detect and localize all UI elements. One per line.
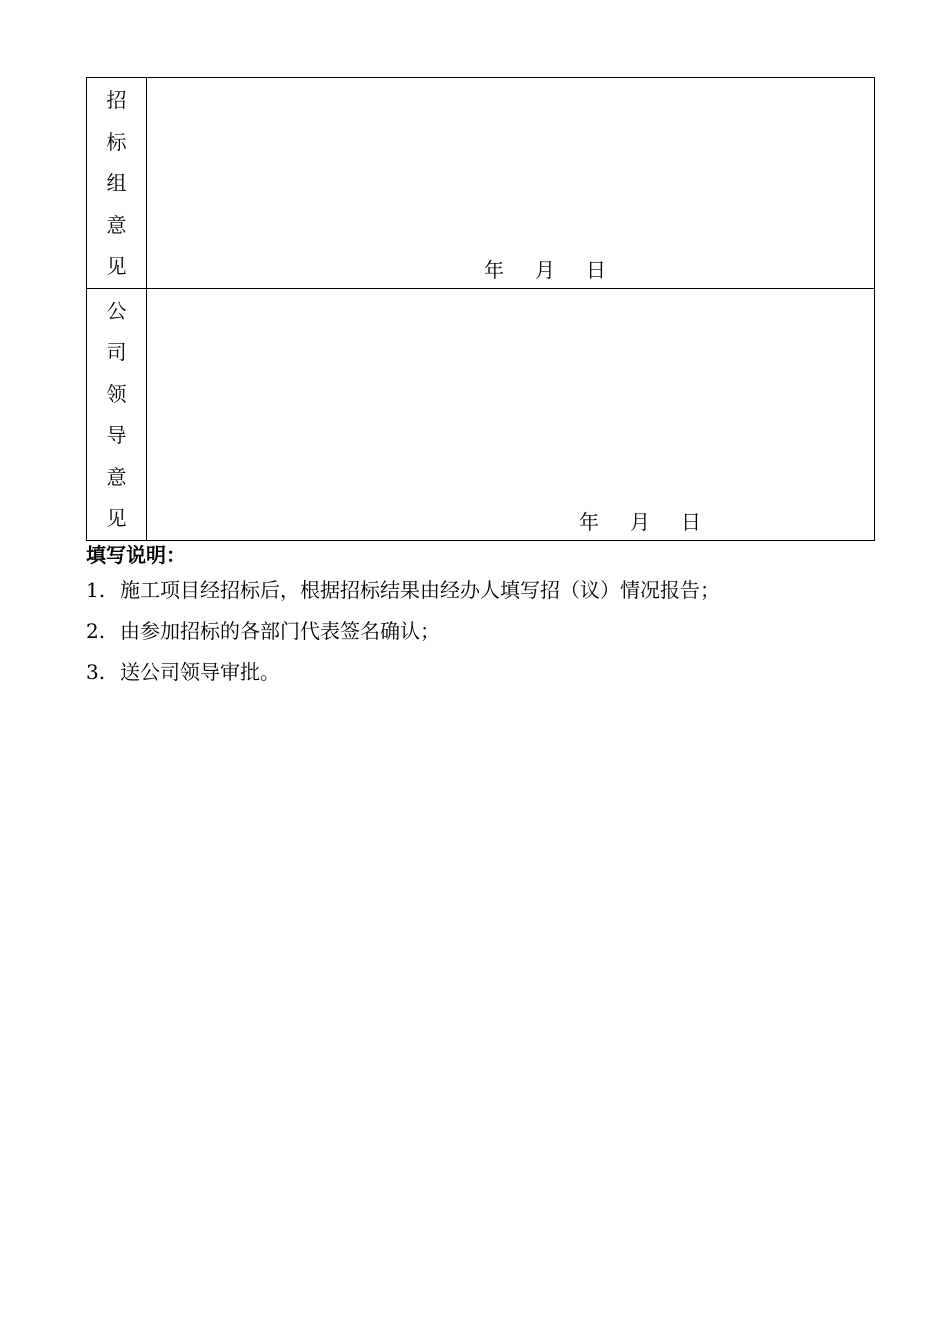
label-char: 导 (106, 423, 127, 447)
approval-table (86, 77, 875, 541)
label-char: 招 (106, 88, 127, 112)
label-char: 见 (106, 254, 127, 278)
instruction-item (86, 652, 886, 693)
company-leader-opinion-field[interactable] (147, 288, 875, 540)
fill-instructions (86, 540, 886, 693)
label-char: 见 (106, 506, 127, 530)
bidding-group-opinion-label (87, 78, 147, 289)
bidding-group-date (484, 258, 606, 282)
label-char: 领 (106, 381, 127, 406)
label-char: 意 (106, 212, 127, 237)
instruction-number: 1. (86, 578, 106, 602)
date-month: 月 (630, 509, 650, 534)
label-char: 公 (106, 298, 127, 323)
date-year: 年 (579, 509, 599, 534)
instruction-number: 3. (86, 660, 106, 684)
date-day: 日 (681, 509, 701, 534)
instruction-item (86, 570, 886, 611)
date-day: 日 (586, 257, 606, 282)
date-month: 月 (535, 257, 555, 282)
label-char: 意 (106, 464, 127, 489)
company-leader-date (579, 510, 701, 534)
instruction-text: 施工项目经招标后，根据招标结果由经办人填写招（议）情况报告； (120, 578, 720, 602)
bidding-group-opinion-field[interactable] (147, 78, 875, 289)
bidding-group-opinion-row (87, 78, 875, 289)
date-year: 年 (484, 257, 504, 282)
label-char: 组 (106, 171, 127, 195)
instructions-title: 填写说明： (86, 543, 186, 567)
instruction-item (86, 611, 886, 652)
instruction-number: 2. (86, 619, 106, 643)
label-char: 标 (106, 129, 127, 154)
instruction-text: 由参加招标的各部门代表签名确认； (120, 619, 440, 643)
label-char: 司 (106, 340, 127, 364)
company-leader-opinion-row (87, 288, 875, 540)
company-leader-opinion-label (87, 288, 147, 540)
instruction-text: 送公司领导审批。 (120, 660, 280, 684)
